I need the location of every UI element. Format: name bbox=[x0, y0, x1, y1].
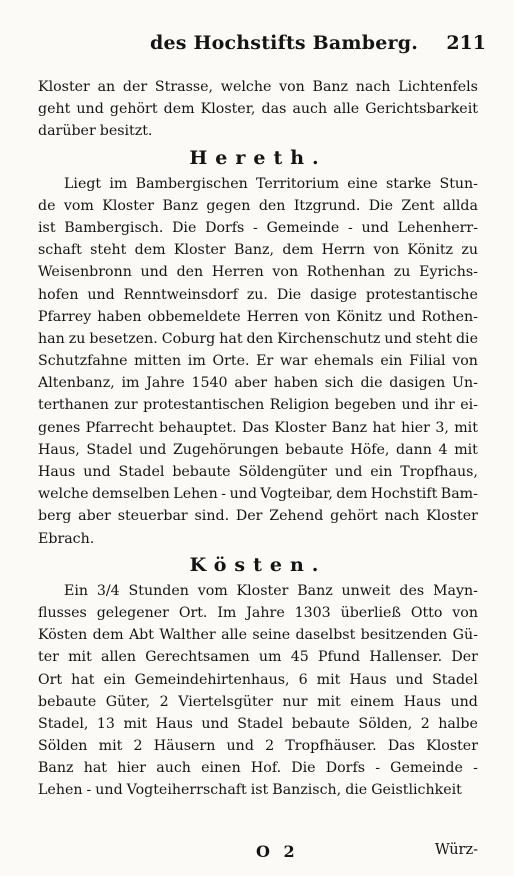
text-line: hofen und Renntweinsdorf zu. Die dasige protestantische bbox=[38, 286, 478, 303]
running-head: des Hochstifts Bamberg. bbox=[150, 32, 419, 54]
section-paragraph-koesten bbox=[38, 580, 478, 802]
text-line: Kloster an der Strasse, welche von Banz nach Lichtenfels bbox=[38, 79, 478, 95]
text-line: Liegt im Bambergischen Territorium eine starke Stun- bbox=[64, 175, 478, 192]
text-line: darüber besitzt. bbox=[38, 123, 153, 140]
text-line: Lehen - und Vogteiherrschaft ist Banzisch, die Geistlichkeit bbox=[38, 782, 462, 799]
text-line: Kösten dem Abt Walther alle seine daselbst besitzenden Gü- bbox=[38, 627, 478, 644]
text-line: Ein 3/4 Stunden vom Kloster Banz unweit des Mayn- bbox=[64, 582, 478, 599]
text-line: Haus und Stadel bebaute Söldengüter und ein Tropfhaus, bbox=[38, 464, 478, 480]
section-heading-koesten: Kösten. bbox=[189, 553, 327, 576]
page-number: 211 bbox=[446, 32, 486, 54]
text-line: Weisenbronn und den Herren von Rothenhan zu Eyrichs- bbox=[38, 264, 478, 281]
text-line: welche demselben Lehen - und Vogteibar, dem Hochstift Bam- bbox=[38, 486, 478, 503]
section-heading-hereth: Hereth. bbox=[189, 146, 327, 169]
text-line: de vom Kloster Banz gegen den Itzgrund. Die Zent allda bbox=[38, 197, 478, 214]
intro-paragraph bbox=[38, 76, 478, 143]
section-paragraph-hereth bbox=[38, 173, 478, 550]
signature-mark: O 2 bbox=[256, 842, 299, 861]
page-header bbox=[38, 32, 488, 62]
text-line: genes Pfarrecht behauptet. Das Kloster Banz hat hier 3, mit bbox=[38, 419, 478, 436]
text-line: berg aber steuerbar sind. Der Zehend gehört nach Kloster bbox=[38, 508, 478, 525]
text-line: Haus, Stadel und Zugehörungen bebaute Höfe, dann 4 mit bbox=[38, 441, 478, 458]
catchword: Würz- bbox=[434, 842, 478, 858]
text-line: han zu besetzen. Coburg hat den Kirchenschutz und steht die bbox=[38, 330, 478, 347]
text-line: ter mit allen Gerechtsamen um 45 Pfund Hallenser. Der bbox=[38, 649, 478, 666]
text-line: Sölden mit 2 Häusern und 2 Tropfhäuser. Das Kloster bbox=[38, 738, 478, 755]
text-line: Ebrach. bbox=[38, 530, 95, 547]
text-line: Stadel, 13 mit Haus und Stadel bebaute Sölden, 2 halbe bbox=[38, 715, 478, 732]
page-footer bbox=[38, 842, 478, 866]
page-body bbox=[38, 76, 478, 802]
text-line: Pfarrey haben obbemeldete Herren von Könitz und Rothen- bbox=[38, 308, 478, 325]
text-line: ist Bambergisch. Die Dorfs - Gemeinde - und Lehenherr- bbox=[38, 219, 478, 236]
text-line: flusses gelegener Ort. Im Jahre 1303 überließ Otto von bbox=[38, 604, 478, 621]
text-line: bebaute Güter, 2 Viertelsgüter nur mit einem Haus und bbox=[38, 693, 478, 710]
text-line: schaft steht dem Kloster Banz, dem Herrn von Könitz zu bbox=[38, 242, 478, 259]
text-line: Schutzfahne mitten im Orte. Er war ehemals ein Filial von bbox=[38, 353, 478, 370]
text-line: geht und gehört dem Kloster, das auch alle Gerichtsbarkeit bbox=[38, 101, 478, 118]
text-line: Ort hat ein Gemeindehirtenhaus, 6 mit Haus und Stadel bbox=[38, 671, 478, 688]
text-line: Banz hat hier auch einen Hof. Die Dorfs - Gemeinde - bbox=[38, 760, 478, 777]
text-line: Altenbanz, im Jahre 1540 aber haben sich die dasigen Un- bbox=[38, 375, 478, 392]
text-line: terthanen zur protestantischen Religion begeben und ihr ei- bbox=[38, 397, 478, 414]
